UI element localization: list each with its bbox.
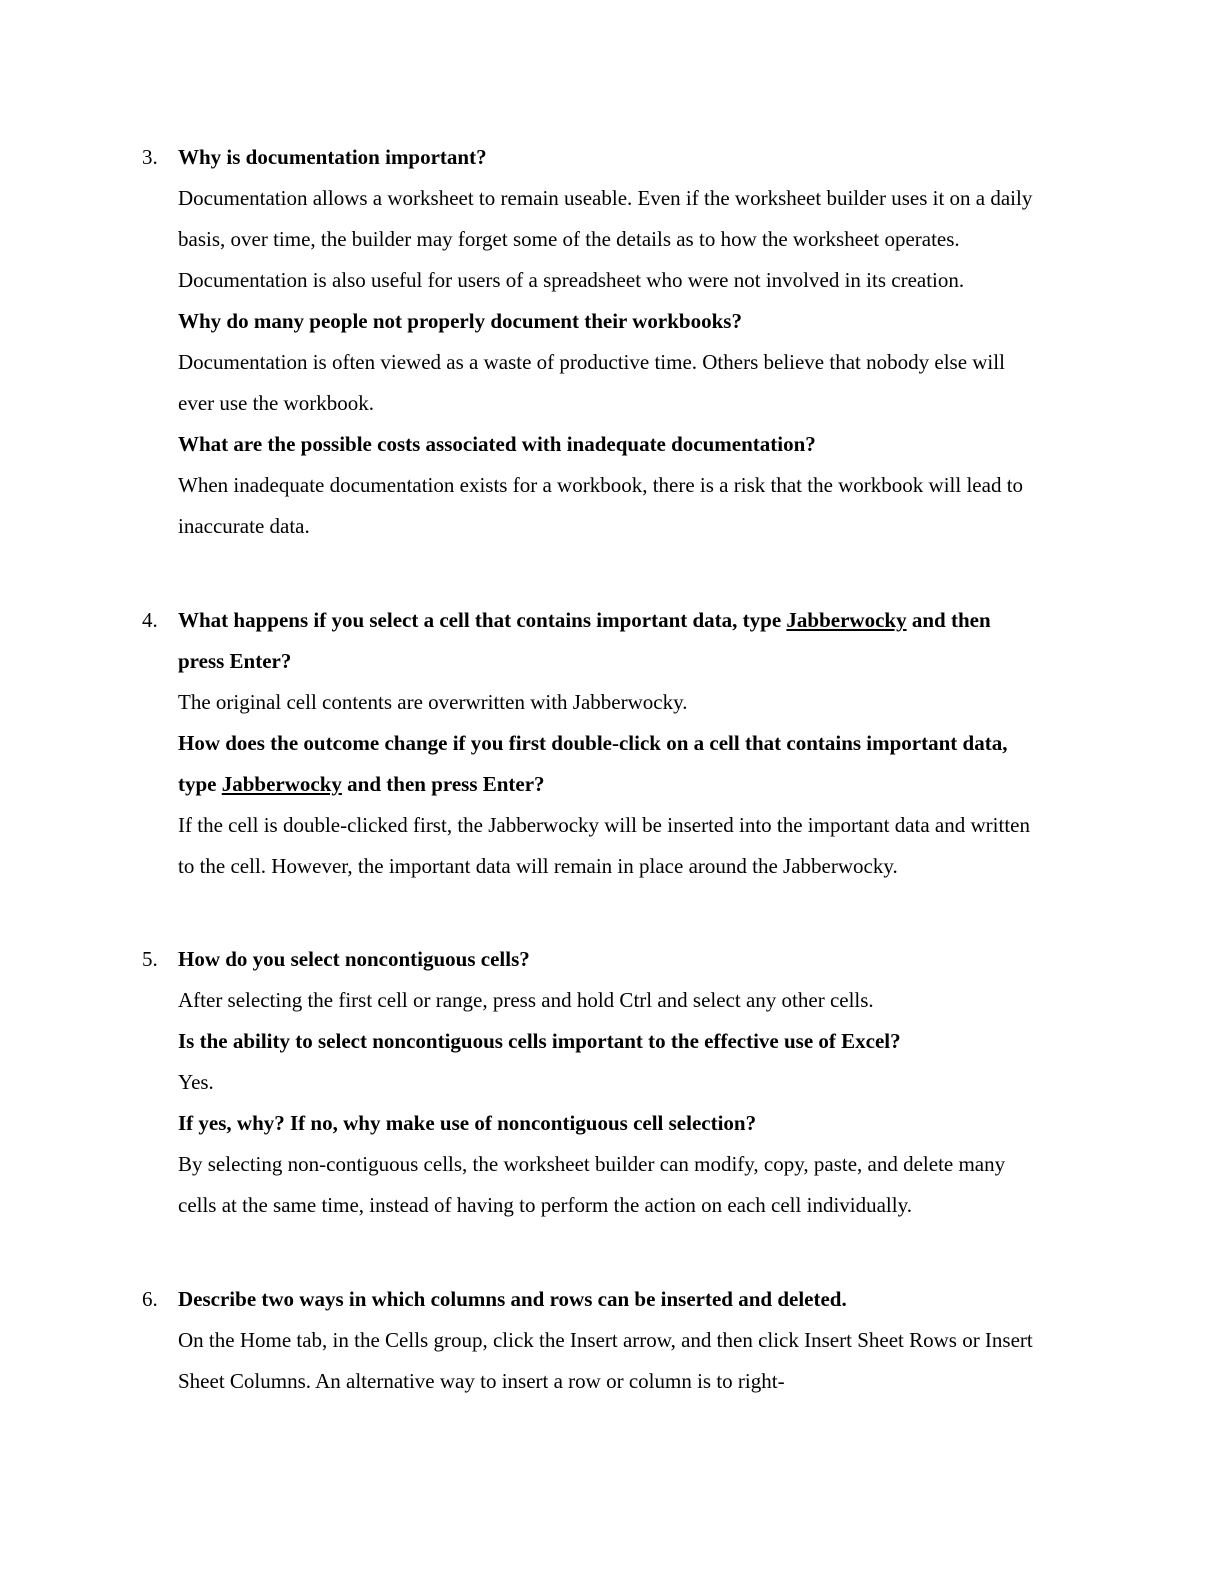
answer-paragraph: Documentation allows a worksheet to remain useable. Even if the worksheet builder uses it on a daily basis, over time, the builder may forget some of the details as to how the worksheet operates. Documentation is also useful for users of a spreadsheet who were not involved in its creation. — [178, 186, 1033, 292]
item-body — [178, 137, 1042, 547]
answer-paragraph: On the Home tab, in the Cells group, click the Insert arrow, and then click Insert Sheet Rows or Insert Sheet Columns. An alternative way to insert a row or column is to right- — [178, 1328, 1033, 1393]
question-heading: What are the possible costs associated with inadequate documentation? — [178, 432, 816, 456]
answer-paragraph: After selecting the first cell or range, press and hold Ctrl and select any other cells. — [178, 988, 874, 1012]
question-heading: Is the ability to select noncontiguous cells important to the effective use of Excel? — [178, 1029, 901, 1053]
underlined-term: Jabberwocky — [221, 772, 342, 796]
answer-paragraph: Documentation is often viewed as a waste of productive time. Others believe that nobody else will ever use the workbook. — [178, 350, 1005, 415]
question-text: and then press Enter? — [178, 608, 991, 673]
answer-paragraph: When inadequate documentation exists for a workbook, there is a risk that the workbook will lead to inaccurate data. — [178, 473, 1024, 538]
question-heading — [178, 600, 1042, 682]
question-item-4 — [142, 600, 1042, 940]
question-item-6 — [142, 1279, 1042, 1409]
question-text: What happens if you select a cell that contains important data, type — [178, 608, 787, 632]
answer-paragraph: Yes. — [178, 1070, 214, 1094]
question-heading: Describe two ways in which columns and rows can be inserted and deleted. — [178, 1287, 847, 1311]
question-item-3 — [142, 137, 1042, 587]
answer-paragraph: If the cell is double-clicked first, the Jabberwocky will be inserted into the important data and written to the cell. However, the important data will remain in place around the Jabberwocky. — [178, 813, 1030, 878]
item-number: 6. — [142, 1287, 158, 1311]
item-body — [178, 600, 1042, 887]
question-heading: If yes, why? If no, why make use of noncontiguous cell selection? — [178, 1111, 757, 1135]
item-number: 4. — [142, 608, 158, 632]
item-number: 3. — [142, 145, 158, 169]
item-body — [178, 939, 1042, 1226]
question-heading: Why is documentation important? — [178, 145, 487, 169]
item-number: 5. — [142, 947, 158, 971]
question-text: How does the outcome change if you first double-click on a cell that contains important data, type — [178, 731, 1008, 796]
answer-paragraph: The original cell contents are overwritten with Jabberwocky. — [178, 690, 688, 714]
question-heading — [178, 723, 1042, 805]
question-heading: How do you select noncontiguous cells? — [178, 947, 530, 971]
answer-paragraph: By selecting non-contiguous cells, the worksheet builder can modify, copy, paste, and delete many cells at the same time, instead of having to perform the action on each cell individually. — [178, 1152, 1006, 1217]
question-text: and then press Enter? — [341, 772, 545, 796]
item-body — [178, 1279, 1042, 1402]
question-item-5 — [142, 939, 1042, 1269]
underlined-term: Jabberwocky — [786, 608, 907, 632]
question-heading: Why do many people not properly document their workbooks? — [178, 309, 742, 333]
